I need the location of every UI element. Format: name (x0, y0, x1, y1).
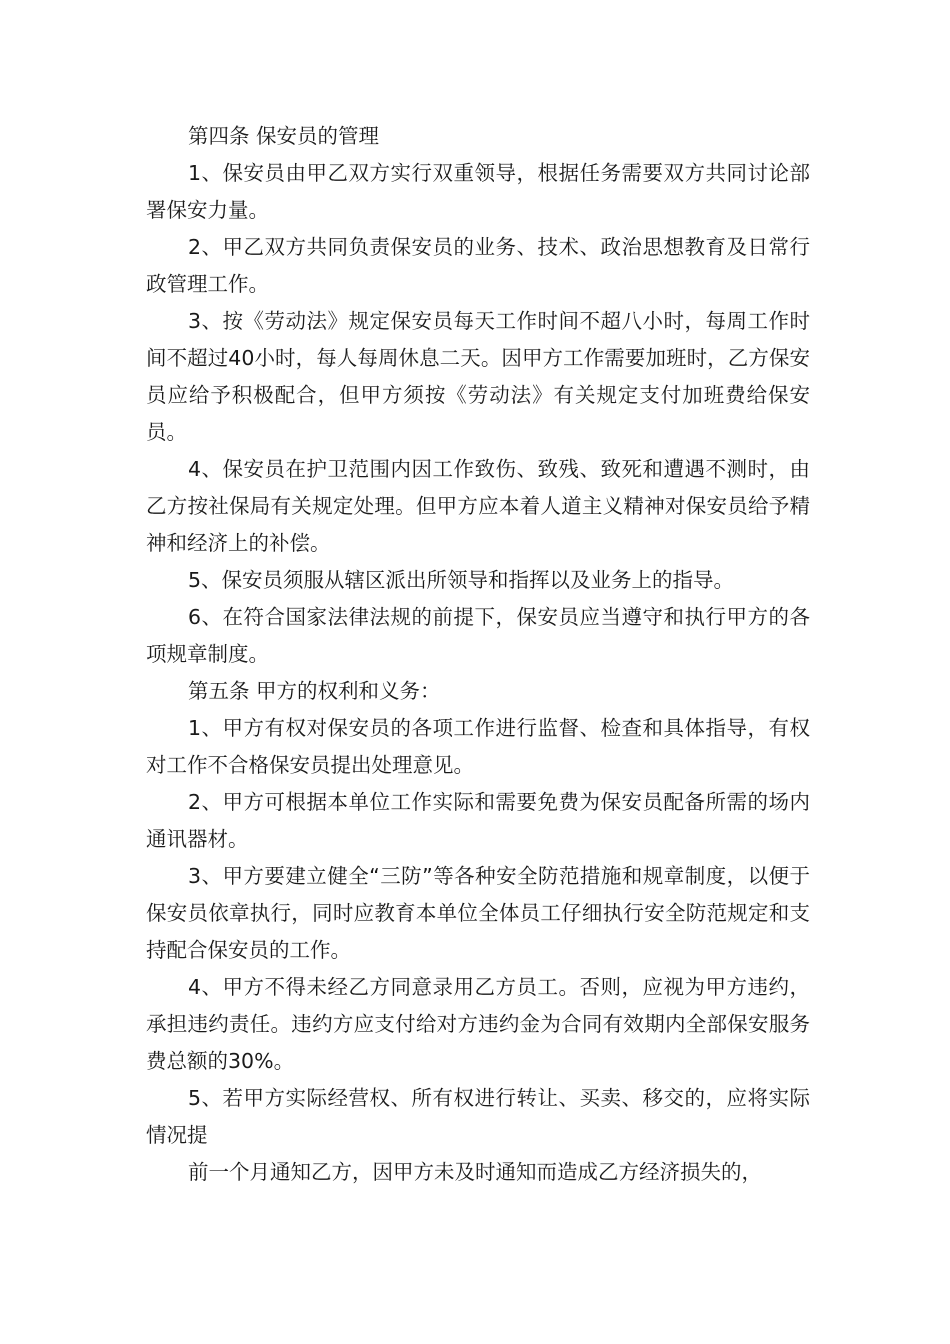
clause-paragraph: 1、保安员由甲乙双方实行双重领导，根据任务需要双方共同讨论部署保安力量。 (146, 161, 810, 222)
clause-paragraph: 1、甲方有权对保安员的各项工作进行监督、检查和具体指导，有权对工作不合格保安员提出处理意见。 (146, 716, 810, 777)
clause-paragraph: 前一个月通知乙方，因甲方未及时通知而造成乙方经济损失的， (188, 1160, 762, 1184)
clause-paragraph: 2、甲乙双方共同负责保安员的业务、技术、政治思想教育及日常行政管理工作。 (146, 235, 810, 296)
clause-paragraph: 3、甲方要建立健全“三防”等各种安全防范措施和规章制度，以便于保安员依章执行，同时应教育本单位全体员工仔细执行安全防范规定和支持配合保安员的工作。 (146, 864, 810, 962)
section-heading-5: 第五条 甲方的权利和义务： (188, 679, 441, 703)
clause-paragraph: 5、保安员须服从辖区派出所领导和指挥以及业务上的指导。 (188, 568, 735, 592)
clause-paragraph: 2、甲方可根据本单位工作实际和需要免费为保安员配备所需的场内通讯器材。 (146, 790, 810, 851)
clause-paragraph: 3、按《劳动法》规定保安员每天工作时间不超八小时，每周工作时间不超过40小时，每人每周休息二天。因甲方工作需要加班时，乙方保安员应给予积极配合，但甲方须按《劳动法》有关规定支付加班费给保安员。 (146, 309, 810, 444)
document-body (146, 118, 810, 1191)
section-heading-4: 第四条 保安员的管理 (188, 124, 380, 148)
clause-paragraph: 6、在符合国家法律法规的前提下，保安员应当遵守和执行甲方的各项规章制度。 (146, 605, 810, 666)
clause-paragraph: 5、若甲方实际经营权、所有权进行转让、买卖、移交的，应将实际情况提 (146, 1086, 810, 1147)
clause-paragraph: 4、甲方不得未经乙方同意录用乙方员工。否则，应视为甲方违约，承担违约责任。违约方应支付给对方违约金为合同有效期内全部保安服务费总额的30%。 (146, 975, 810, 1073)
clause-paragraph: 4、保安员在护卫范围内因工作致伤、致残、致死和遭遇不测时，由乙方按社保局有关规定处理。但甲方应本着人道主义精神对保安员给予精神和经济上的补偿。 (146, 457, 810, 555)
